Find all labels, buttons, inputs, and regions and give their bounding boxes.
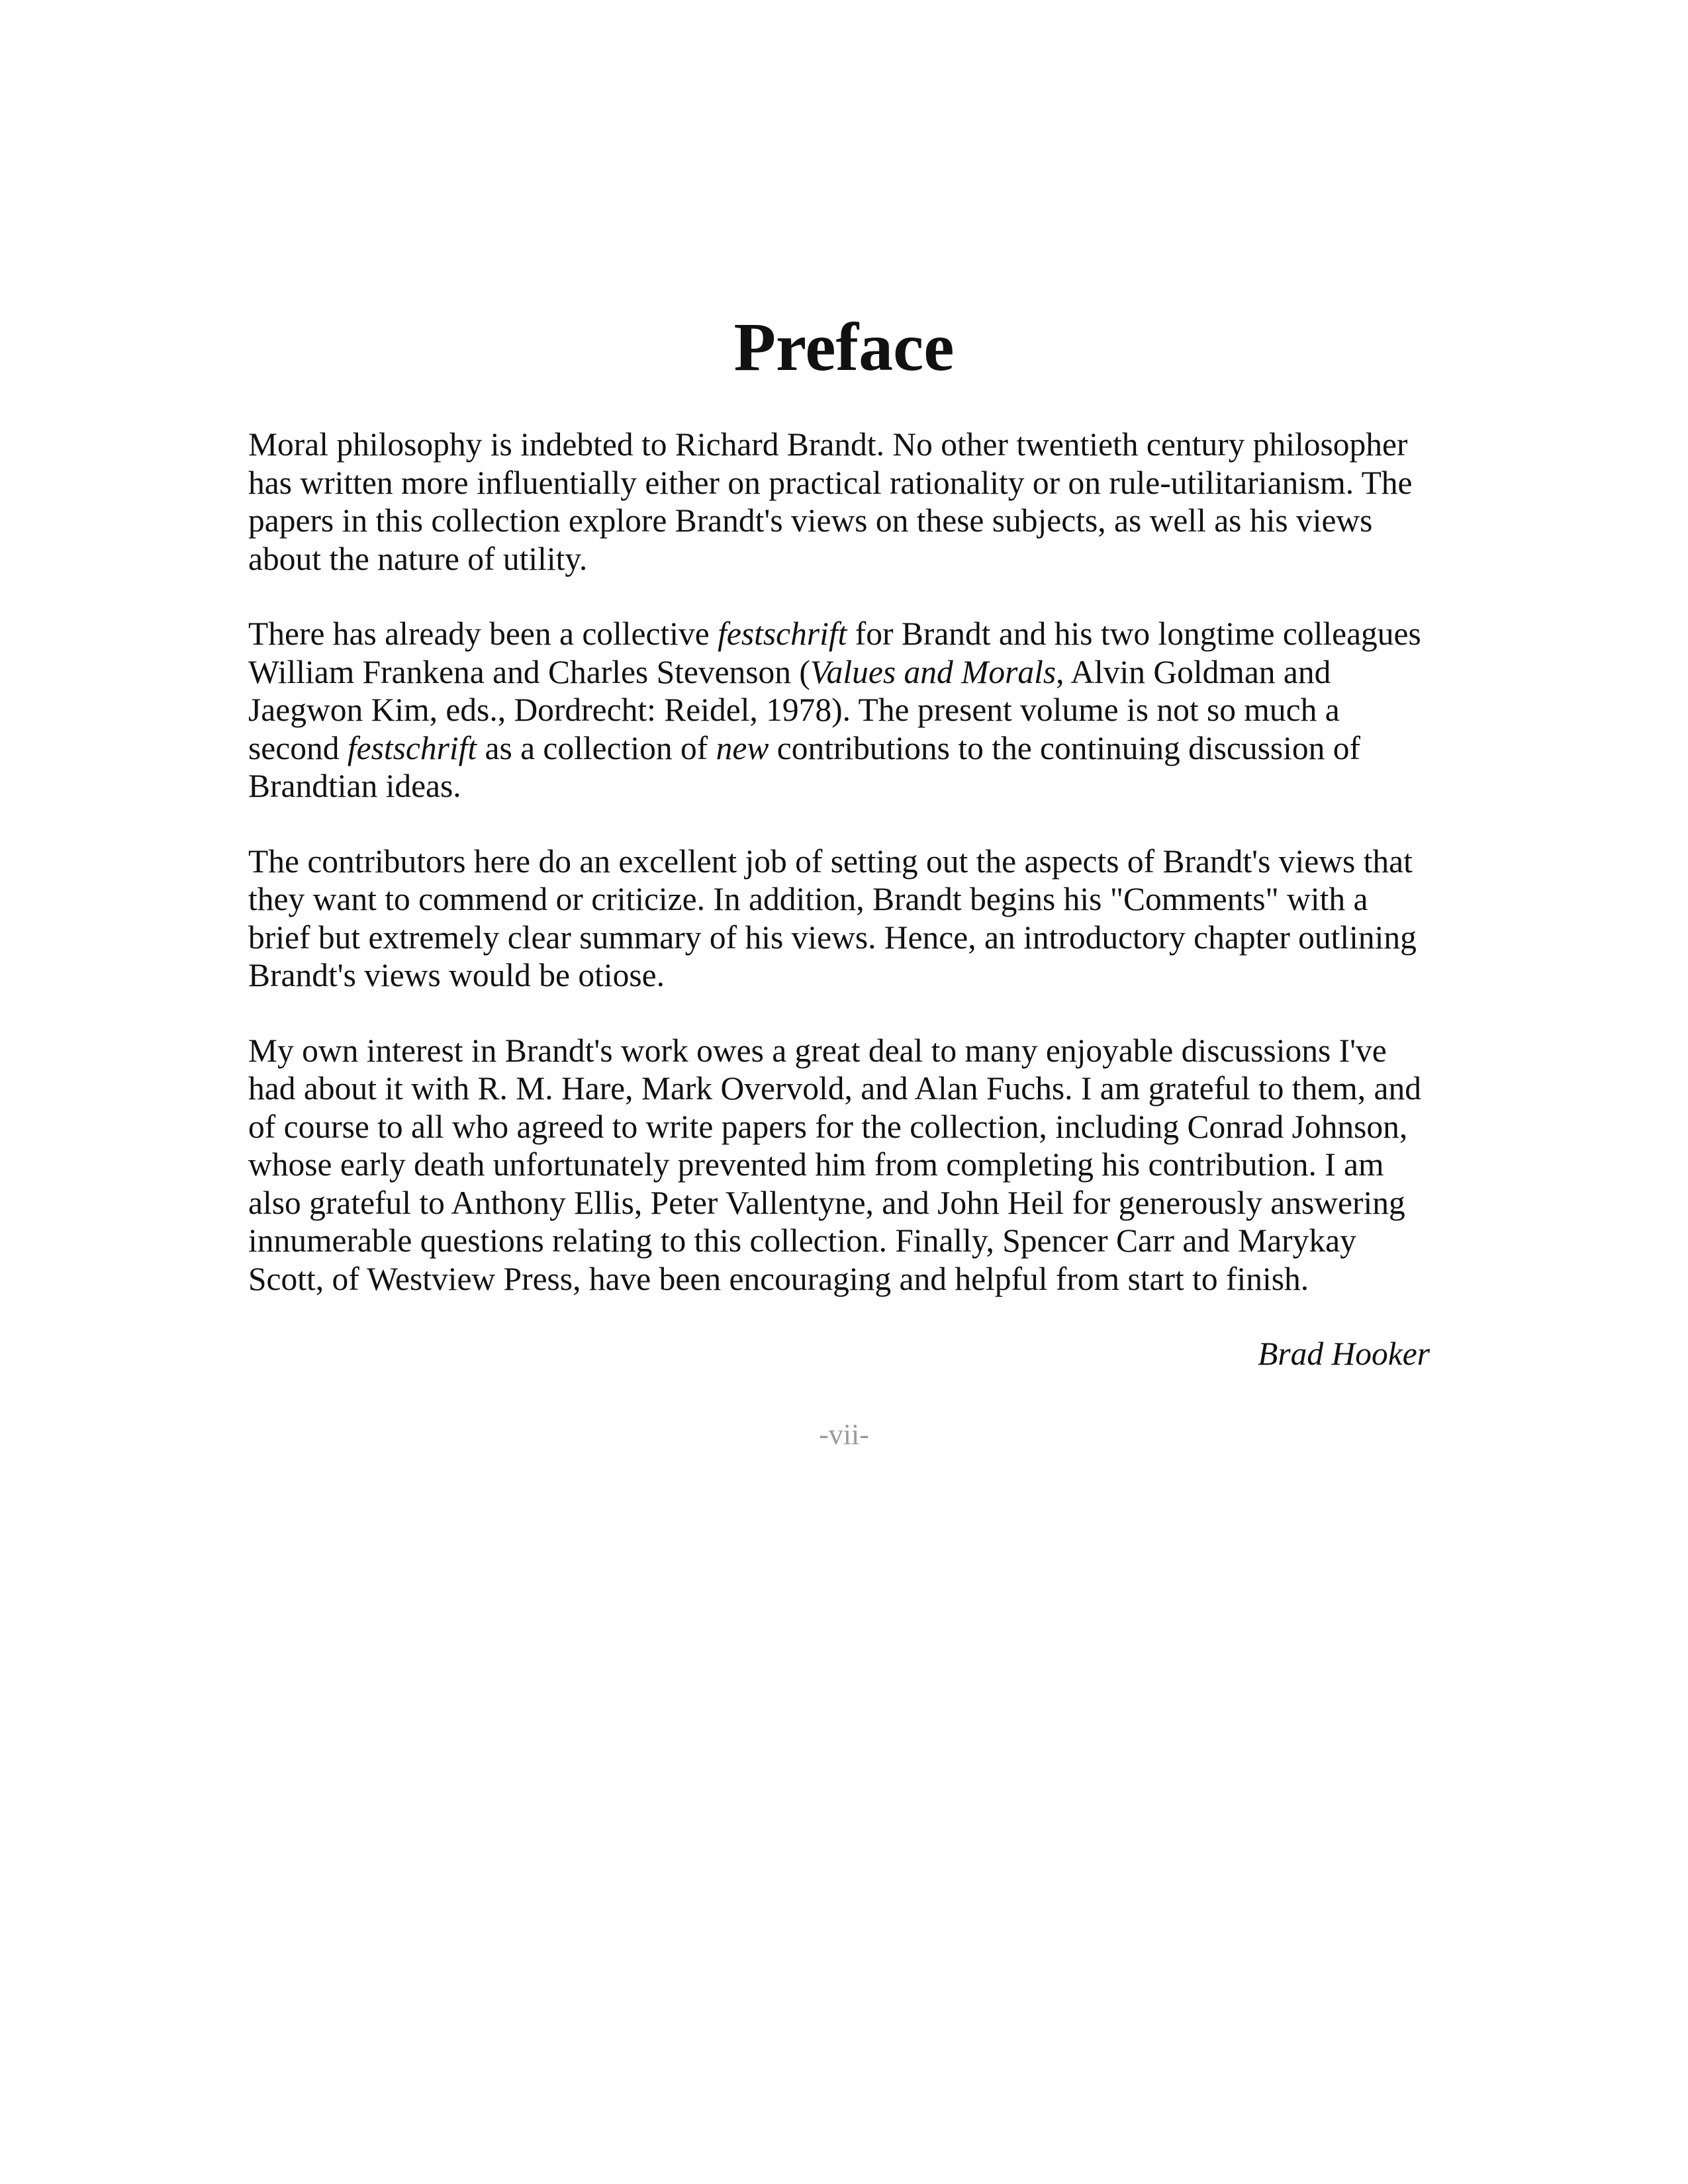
preface-body [248,426,1440,1373]
italic-term-festschrift: festschrift [718,615,847,652]
text-line: The contributors here do an excellent job of setting out the aspects of Brandt's views that [248,842,1413,880]
text-line: brief but extremely clear summary of his views. Hence, an introductory chapter outlining [248,919,1417,956]
text-line: also grateful to Anthony Ellis, Peter Vallentyne, and John Heil for generously answering [248,1184,1405,1221]
text-line: Moral philosophy is indebted to Richard Brandt. No other twentieth century philosopher [248,426,1408,463]
text-line: There has already been a collective festschrift for Brandt and his two longtime colleagues [248,615,1421,652]
paragraph-1 [248,426,1440,578]
text-line: Jaegwon Kim, eds., Dordrecht: Reidel, 1978). The present volume is not so much a [248,692,1340,728]
text-line: My own interest in Brandt's work owes a great deal to many enjoyable discussions I've [248,1032,1387,1069]
author-signature: Brad Hooker [1258,1336,1430,1372]
text-line: whose early death unfortunately prevented him from completing his contribution. I am [248,1146,1384,1183]
paragraph-2 [248,615,1440,805]
text-line: had about it with R. M. Hare, Mark Overvold, and Alan Fuchs. I am grateful to them, and [248,1070,1421,1107]
page-number: -vii- [819,1418,869,1451]
text-line: has written more influentially either on practical rationality or on rule-utilitarianism. The [248,464,1413,501]
paragraph-3 [248,842,1440,995]
text-line: they want to commend or criticize. In addition, Brandt begins his "Comments" with a [248,881,1368,917]
text-line: innumerable questions relating to this collection. Finally, Spencer Carr and Marykay [248,1222,1356,1259]
italic-term-new: new [716,729,769,766]
text-line: William Frankena and Charles Stevenson (Values and Morals, Alvin Goldman and [248,653,1331,690]
text-line: Brandtian ideas. [248,768,461,804]
text-line: Scott, of Westview Press, have been encouraging and helpful from start to finish. [248,1260,1309,1297]
italic-book-title: Values and Morals [810,653,1056,690]
text-line: of course to all who agreed to write papers for the collection, including Conrad Johnson, [248,1108,1408,1145]
paragraph-4 [248,1032,1440,1298]
page-title: Preface [733,309,955,385]
text-line: Brandt's views would be otiose. [248,957,665,993]
text-line: second festschrift as a collection of new contributions to the continuing discussion of [248,729,1361,766]
italic-term-festschrift: festschrift [347,729,477,766]
text-line: about the nature of utility. [248,540,588,577]
text-line: papers in this collection explore Brandt's views on these subjects, as well as his views [248,502,1373,539]
